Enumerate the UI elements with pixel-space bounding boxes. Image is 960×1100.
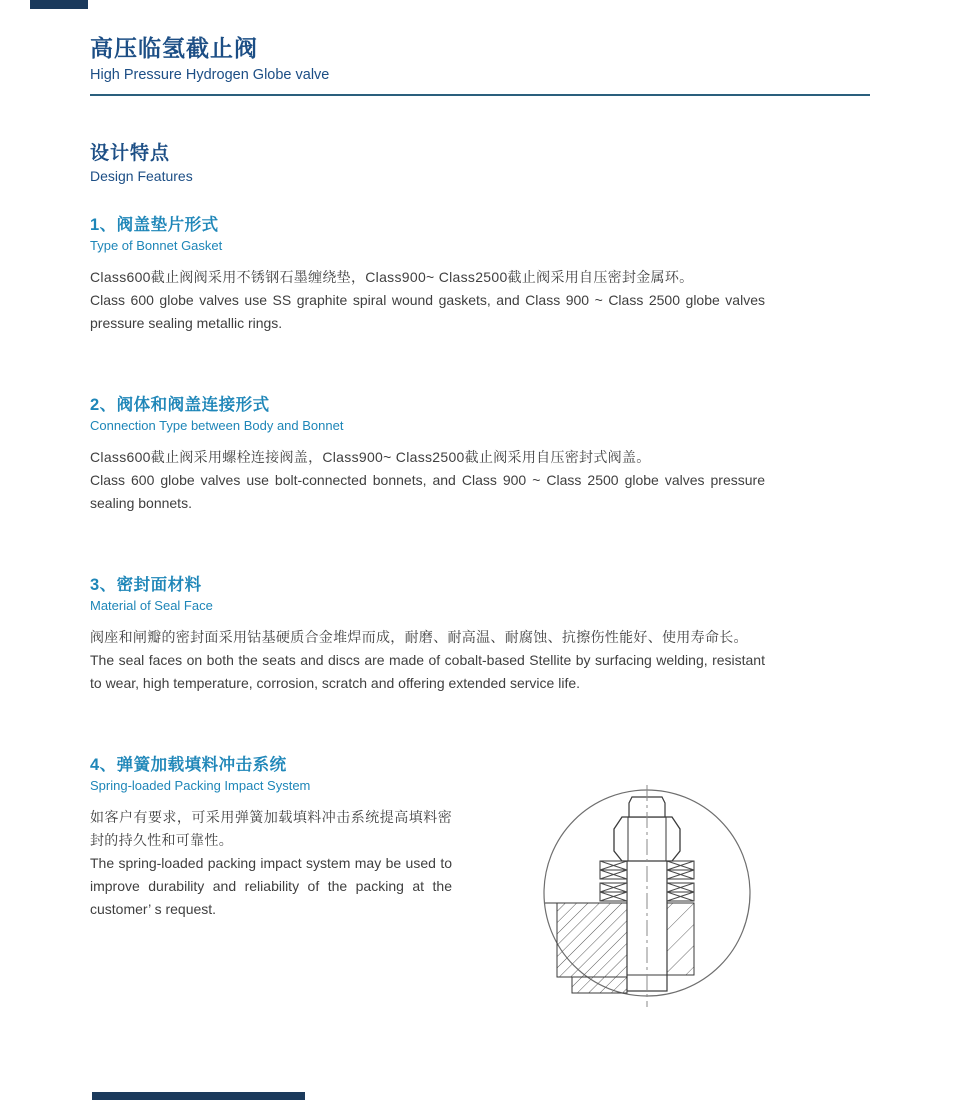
top-edge-mark — [30, 0, 88, 9]
feature-text-cn: Class600截止阀采用螺栓连接阀盖，Class900~ Class2500截止阀采用自压密封式阀盖。 — [90, 449, 651, 465]
section-header — [90, 138, 870, 184]
spring-loaded-packing-detail-drawing — [542, 779, 754, 1021]
bottom-edge-mark — [92, 1092, 305, 1100]
feature-subheading: Spring-loaded Packing Impact System — [90, 778, 311, 793]
feature-text-cn: 阀座和闸瓣的密封面采用钴基硬质合金堆焊而成，耐磨、耐高温、耐腐蚀、抗擦伤性能好、使用寿命长。 — [90, 629, 748, 645]
feature-body — [90, 446, 765, 515]
feature-body-bonnet-connection — [90, 391, 765, 515]
page-content — [90, 0, 870, 1021]
feature-heading: 2、阀体和阀盖连接形式 — [90, 396, 270, 414]
feature-heading: 3、密封面材料 — [90, 576, 202, 594]
section-title: 设计特点 — [90, 143, 171, 164]
page-title: 高压临氢截止阀 — [90, 35, 258, 61]
feature-subheading: Material of Seal Face — [90, 598, 213, 613]
page-header — [90, 30, 870, 96]
feature-subheading: Type of Bonnet Gasket — [90, 238, 223, 253]
feature-text-en: Class 600 globe valves use bolt-connected bonnets, and Class 900 ~ Class 2500 globe valves pressure sealing bonnets. — [90, 472, 765, 511]
feature-text-en: The seal faces on both the seats and discs are made of cobalt-based Stellite by surfacing welding, resistant to wear, high temperature, corrosion, scratch and offering extended service life. — [90, 652, 765, 691]
feature-text-en: The spring-loaded packing impact system may be used to improve durability and reliability of the packing at the customer’ s request. — [90, 855, 452, 917]
feature-text-cn: 如客户有要求，可采用弹簧加载填料冲击系统提高填料密封的持久性和可靠性。 — [90, 809, 452, 848]
feature-seal-face-material — [90, 571, 765, 695]
feature-spring-loaded-packing — [90, 751, 765, 1021]
feature-body — [90, 626, 765, 695]
feature-text-cn: Class600截止阀阀采用不锈钢石墨缠绕垫，Class900~ Class2500截止阀采用自压密封金属环。 — [90, 269, 694, 285]
feature-subheading: Connection Type between Body and Bonnet — [90, 418, 344, 433]
feature-text-en: Class 600 globe valves use SS graphite spiral wound gaskets, and Class 900 ~ Class 2500 globe valves pressure sealing metallic rings. — [90, 292, 765, 331]
feature-bonnet-gasket — [90, 211, 765, 335]
feature-heading: 4、弹簧加载填料冲击系统 — [90, 756, 287, 774]
feature-body — [90, 266, 765, 335]
header-divider — [90, 94, 870, 96]
page-subtitle: High Pressure Hydrogen Globe valve — [90, 67, 330, 83]
feature-heading: 1、阀盖垫片形式 — [90, 216, 219, 234]
feature-body — [90, 806, 452, 921]
section-subtitle: Design Features — [90, 168, 193, 184]
